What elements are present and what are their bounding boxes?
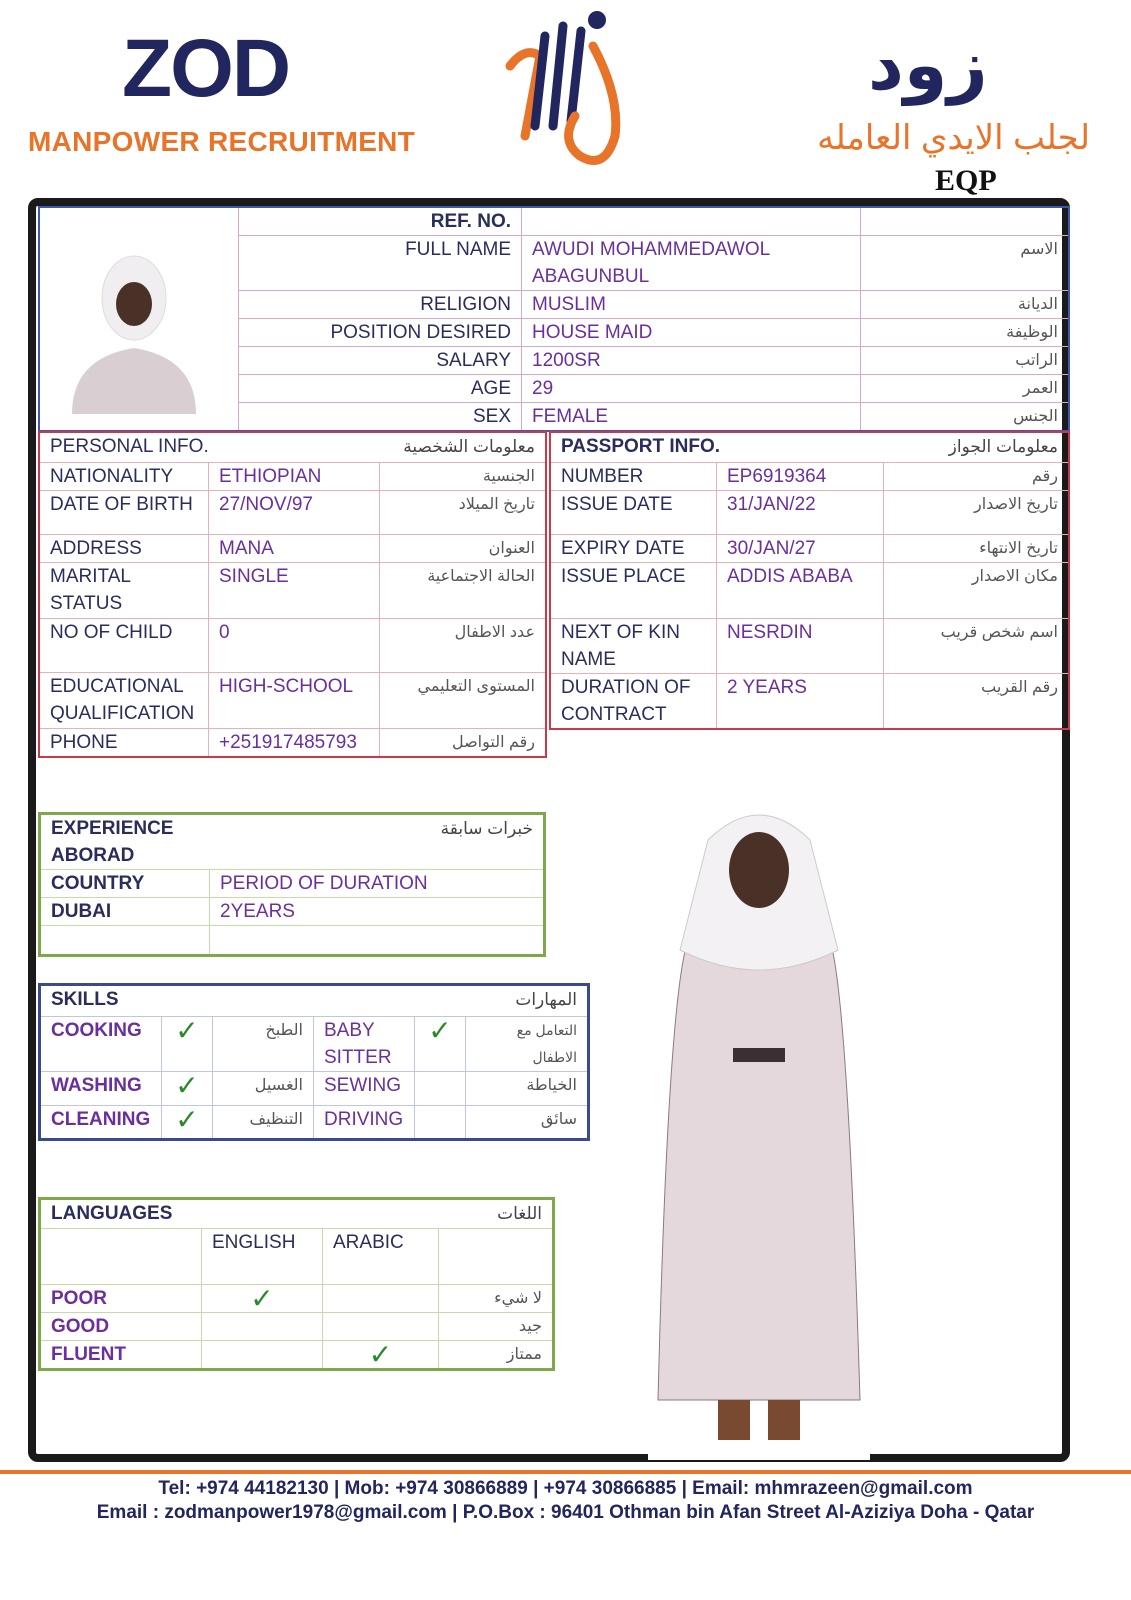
field-label-ar: تاريخ الاصدار xyxy=(884,490,1070,534)
field-label-ar: الراتب xyxy=(861,347,1070,375)
field-value: 27/NOV/97 xyxy=(209,490,380,534)
field-value: +251917485793 xyxy=(209,728,380,757)
check-icon xyxy=(415,1072,466,1106)
field-value: MANA xyxy=(209,534,380,562)
skill-label: COOKING xyxy=(40,1017,162,1072)
brand-logo-text: ZOD xyxy=(122,23,290,114)
field-label: NEXT OF KIN NAME xyxy=(550,618,717,673)
skill-label-ar: التعامل مع الاطفال xyxy=(466,1017,589,1072)
check-icon: ✓ xyxy=(162,1017,213,1072)
section-title: PERSONAL INFO. xyxy=(39,432,380,462)
skill-label: SEWING xyxy=(314,1072,415,1106)
footer-address: Email : zodmanpower1978@gmail.com | P.O.Box : 96401 Othman bin Afan Street Al-Aziziya Doha - Qatar xyxy=(96,1502,1035,1523)
eqp-mark: EQP xyxy=(935,164,997,197)
field-label: REF. NO. xyxy=(239,207,522,236)
field-label-ar: الديانة xyxy=(861,291,1070,319)
field-value: MUSLIM xyxy=(522,291,861,319)
section-title: SKILLS xyxy=(40,985,415,1017)
field-label-ar: رقم xyxy=(884,462,1070,490)
field-value: 1200SR xyxy=(522,347,861,375)
check-icon xyxy=(202,1313,323,1341)
field-label: EDUCATIONAL QUALIFICATION xyxy=(39,672,209,728)
passport-info-table xyxy=(549,431,1070,730)
field-label-ar: الجنس xyxy=(861,403,1070,432)
field-label: RELIGION xyxy=(239,291,522,319)
field-value xyxy=(522,207,861,236)
check-icon: ✓ xyxy=(162,1106,213,1140)
field-label: MARITAL STATUS xyxy=(39,562,209,618)
brand-emblem-icon xyxy=(505,6,635,176)
check-icon: ✓ xyxy=(415,1017,466,1072)
section-title: LANGUAGES xyxy=(40,1199,439,1229)
field-label-ar: رقم القريب xyxy=(884,673,1070,729)
field-label-ar: اسم شخص قريب xyxy=(884,618,1070,673)
check-icon xyxy=(415,1106,466,1140)
field-label: DATE OF BIRTH xyxy=(39,490,209,534)
candidate-portrait xyxy=(62,238,206,414)
field-value: 30/JAN/27 xyxy=(717,534,884,562)
empty-cell xyxy=(40,926,210,956)
column-header-english: ENGLISH xyxy=(202,1229,323,1285)
field-value: 29 xyxy=(522,375,861,403)
section-title-ar: خبرات سابقة xyxy=(210,814,545,870)
check-icon xyxy=(202,1341,323,1370)
field-label-ar: عدد الاطفال xyxy=(380,618,547,672)
field-label: PHONE xyxy=(39,728,209,757)
empty-cell xyxy=(40,1229,202,1285)
column-header-country: COUNTRY xyxy=(40,870,210,898)
brand-tagline-arabic: لجلب الايدي العامله xyxy=(817,119,1090,157)
field-value: ADDIS ABABA xyxy=(717,562,884,618)
section-title-ar: المهارات xyxy=(415,985,589,1017)
field-label: ADDRESS xyxy=(39,534,209,562)
field-label: SEX xyxy=(239,403,522,432)
check-icon: ✓ xyxy=(162,1072,213,1106)
check-icon: ✓ xyxy=(202,1285,323,1313)
field-label-ar: العمر xyxy=(861,375,1070,403)
field-label-ar: الحالة الاجتماعية xyxy=(380,562,547,618)
experience-country: DUBAI xyxy=(40,898,210,926)
language-level: FLUENT xyxy=(40,1341,202,1370)
skill-label-ar: الغسيل xyxy=(213,1072,314,1106)
skill-label: BABY SITTER xyxy=(314,1017,415,1072)
field-label: DURATION OF CONTRACT xyxy=(550,673,717,729)
footer-divider xyxy=(0,1470,1131,1474)
field-value: EP6919364 xyxy=(717,462,884,490)
skills-table xyxy=(38,983,590,1141)
skill-label-ar: الطبخ xyxy=(213,1017,314,1072)
field-value: 2 YEARS xyxy=(717,673,884,729)
column-header-arabic: ARABIC xyxy=(323,1229,439,1285)
personal-info-table xyxy=(38,431,547,758)
language-level: POOR xyxy=(40,1285,202,1313)
field-label: FULL NAME xyxy=(239,236,522,291)
field-value: HOUSE MAID xyxy=(522,319,861,347)
field-label-ar: تاريخ الانتهاء xyxy=(884,534,1070,562)
field-label: POSITION DESIRED xyxy=(239,319,522,347)
field-value: AWUDI MOHAMMEDAWOL ABAGUNBUL xyxy=(522,236,861,291)
brand-logo-arabic: زود xyxy=(868,26,988,104)
skill-label: CLEANING xyxy=(40,1106,162,1140)
brand-tagline: MANPOWER RECRUITMENT xyxy=(28,126,416,157)
section-title-ar: اللغات xyxy=(439,1199,554,1229)
section-title: EXPERIENCE ABORAD xyxy=(40,814,210,870)
field-label: ISSUE PLACE xyxy=(550,562,717,618)
check-icon xyxy=(323,1313,439,1341)
language-level-ar: لا شيء xyxy=(439,1285,554,1313)
empty-cell xyxy=(210,926,545,956)
check-icon: ✓ xyxy=(323,1341,439,1370)
languages-table xyxy=(38,1197,555,1371)
footer-contact: Tel: +974 44182130 | Mob: +974 30866889 | +974 30866885 | Email: mhmrazeen@gmail.com xyxy=(158,1478,973,1499)
section-title: PASSPORT INFO. xyxy=(550,432,884,462)
experience-period: 2YEARS xyxy=(210,898,545,926)
skill-label-ar: الخياطة xyxy=(466,1072,589,1106)
candidate-full-photo xyxy=(648,800,870,1460)
empty-cell xyxy=(439,1229,554,1285)
field-value: NESRDIN xyxy=(717,618,884,673)
language-level: GOOD xyxy=(40,1313,202,1341)
field-value: SINGLE xyxy=(209,562,380,618)
section-title-ar: معلومات الشخصية xyxy=(380,432,547,462)
section-title-ar: معلومات الجواز xyxy=(884,432,1070,462)
column-header-period: PERIOD OF DURATION xyxy=(210,870,545,898)
field-value: FEMALE xyxy=(522,403,861,432)
field-label: NUMBER xyxy=(550,462,717,490)
experience-table xyxy=(38,812,546,957)
skill-label-ar: سائق xyxy=(466,1106,589,1140)
field-label-ar: المستوى التعليمي xyxy=(380,672,547,728)
field-label: ISSUE DATE xyxy=(550,490,717,534)
field-value: 0 xyxy=(209,618,380,672)
language-level-ar: جيد xyxy=(439,1313,554,1341)
check-icon xyxy=(323,1285,439,1313)
field-label: NATIONALITY xyxy=(39,462,209,490)
field-label-ar xyxy=(861,207,1070,236)
skill-label: WASHING xyxy=(40,1072,162,1106)
skill-label-ar: التنظيف xyxy=(213,1106,314,1140)
field-value: 31/JAN/22 xyxy=(717,490,884,534)
field-label-ar: الاسم xyxy=(861,236,1070,291)
field-value: HIGH-SCHOOL xyxy=(209,672,380,728)
field-label-ar: مكان الاصدار xyxy=(884,562,1070,618)
field-label-ar: رقم التواصل xyxy=(380,728,547,757)
field-label-ar: العنوان xyxy=(380,534,547,562)
field-label-ar: الوظيفة xyxy=(861,319,1070,347)
field-label: AGE xyxy=(239,375,522,403)
skill-label: DRIVING xyxy=(314,1106,415,1140)
field-label: EXPIRY DATE xyxy=(550,534,717,562)
field-value: ETHIOPIAN xyxy=(209,462,380,490)
field-label: SALARY xyxy=(239,347,522,375)
field-label-ar: تاريخ الميلاد xyxy=(380,490,547,534)
language-level-ar: ممتاز xyxy=(439,1341,554,1370)
field-label: NO OF CHILD xyxy=(39,618,209,672)
field-label-ar: الجنسية xyxy=(380,462,547,490)
